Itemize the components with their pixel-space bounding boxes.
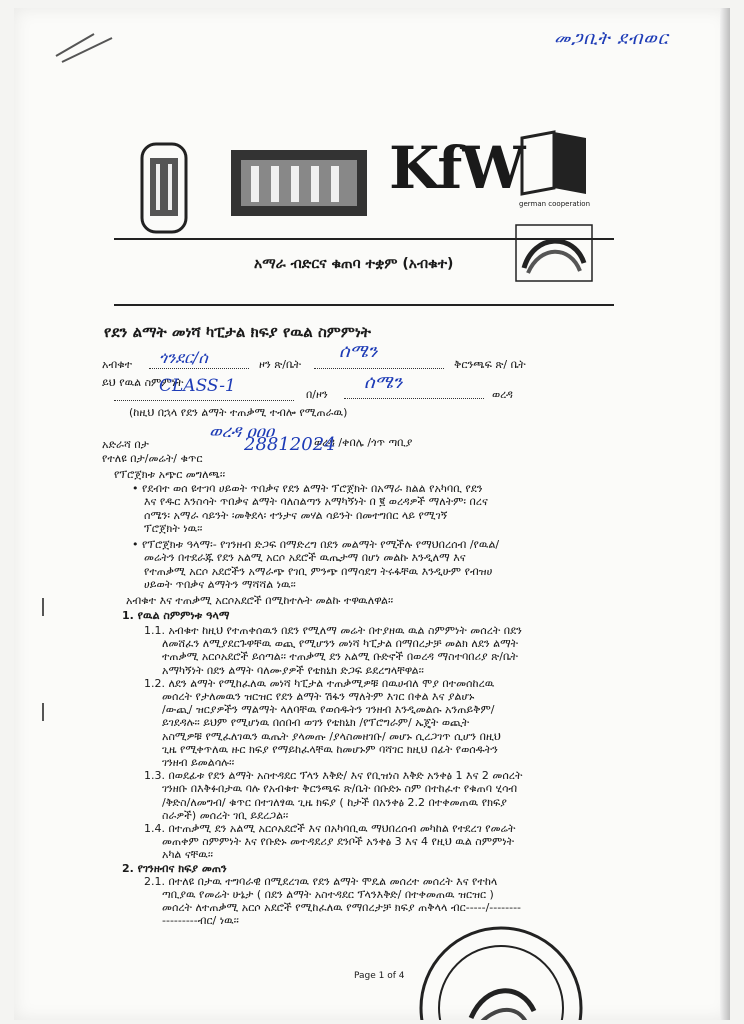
field-label-kebele: ወረዳ /ቀበሌ /ጎጥ ጣቢያ <box>314 436 413 449</box>
field-label-woreda: ወረዳ <box>492 388 513 401</box>
body-line: አብቁተ እና ተጠቃሚ አርሶአደሮች በሚከተሉት መልኩ ተዋዉለዋል፡፡ <box>126 593 394 607</box>
handwritten-note: መጋቢት ደብወር <box>554 28 669 49</box>
body-line: 2.1. በተለዩ በታዉ ተግባራዊ በሚደረገዉ የደን ልማት ሞዴል መሰረተ መሰረት እና የተከላ <box>144 874 498 888</box>
header-rule-bottom <box>114 304 614 306</box>
field-value-address: ወረዳ ዐዐዐ <box>209 422 275 442</box>
field-line <box>114 400 294 401</box>
field-note-beneficiary: (ከዚህ በኋላ የደን ልማት ተጠቃሚ ተብሎ የሚጠራዉ) <box>129 406 348 419</box>
body-line: ሀይወት ጥበቃና ልማትን ማሻሻል ነዉ፡፡ <box>144 578 296 591</box>
body-line: አስሚዎቹ የሚፈለገዉን ዉጤት ያላመጡ /ያላስመዘገቡ/ መሆኑ ሲረጋገጥ ሲሆን በዚህ <box>162 729 501 743</box>
body-line: መሬትን በተደራጁ የደን አልሚ አርሶ አደሮች ዉጤታማ በሆነ መልኩ እንዲለማ እና <box>144 551 466 564</box>
body-line: • የፕሮጀክቱ ዓላማ፡- የገንዘብ ድጋፍ በማድረግ በደን መልማት የሚችሉ የማህበረሰብ /የዉል/ <box>132 537 500 551</box>
document-page <box>14 8 730 1020</box>
body-line: 1.1. አብቁተ ከዚህ የተጠቀሰዉን በደን የሚለማ መሬት በተያዘዉ ዉል ስምምነት መሰረት በደን <box>144 623 522 637</box>
field-value-class: CLASS-1 <box>159 376 236 396</box>
body-line: ለመሸፈን ለሚያደርጉዋቸዉ ወጪ የሚሆንን መነሻ ካፒታል በማበረታቻ መልክ ለደን ልማት <box>162 637 519 651</box>
page-edge-shadow <box>720 8 730 1020</box>
acsi-swirl-logo <box>514 223 594 283</box>
building-photo-logo <box>229 148 369 218</box>
body-line: አካል ናቸዉ፡፡ <box>162 848 214 862</box>
body-line: ገንዘቡ በእቅፉበታዉ ባሉ የአብቁተ ቅርንጫፍ ጽ/ቤት በቡድኑ ስም በተከፈተ የቁጠባ ሂሳብ <box>162 782 518 796</box>
field-label-zone-office: ዞን ጽ/ቤት <box>259 358 302 371</box>
body-line: /ውጪ/ ዝርያዎችን ማልማት ላለባቸዉ የወሰዱትን ገንዘብ እንዲመልሱ አንጠይቅም/ <box>162 703 495 717</box>
scribble-mark <box>54 28 124 68</box>
body-line: 1.4. በተጠቃሚ ደን አልሚ አርሶአደሮች እና በአካባቢዉ ማህበረሰብ መካከል የተደረገ የመሬት <box>144 821 516 835</box>
field-label-zone: በ/ዞን <box>306 388 328 401</box>
body-line: 1.2. ለደን ልማት የሚከፈለዉ መነሻ ካፒታል ተጠቃሚዎቹ በዉሀብለ ሞያ በተመሰከረዉ <box>144 676 495 690</box>
field-line <box>314 368 444 369</box>
org-name: አማራ ብድርና ቁጠባ ተቋም (አብቁተ) <box>254 256 454 272</box>
body-line: ሰሜን፡ አማራ ሳይንት ፡መቅደላ፡ ተንታና መሃል ሳይንት በመተግበር ላይ የሚገኝ <box>144 508 448 522</box>
page-indicator: Page 1 of 4 <box>354 971 405 981</box>
body-line: ጣቢያዉ የመሬት ሁኔታ ( በደን ልማት አስተዳደር ፕላንእቅድ/ በተቀመጠዉ ዝርዝር ) <box>162 887 494 901</box>
body-line: ጊዜ የሚቀጥለዉ ዙር ክፍያ የማይከፈላቸዉ ከመሆኑም ባሻገር ክዚህ በፊት የወሰዱትን <box>162 742 498 756</box>
field-label-agreement: ይህ የዉል ስምምነት <box>102 376 184 389</box>
body-line: ---------ብር/ ነዉ፡፡ <box>162 914 239 928</box>
body-line: 2. የገንዘብና ክፍያ መጠን <box>122 861 227 875</box>
body-line: /ቅድስ/ለመግብ/ ቁጥር በተገለፃዉ ጊዜ ክፍያ ( ከታች በአንቀፅ 2.2 በተቀመጠዉ የክፍያ <box>162 795 507 809</box>
punch-hole-mark <box>42 598 52 616</box>
field-line <box>344 398 484 399</box>
body-line: መሰረት የታለመዉን ዝርዝር የደን ልማት ሽፋን ማለትም እገር በቀል እና ያልሆኑ <box>162 689 475 703</box>
field-label-address: አድራሻ በታ <box>102 438 149 451</box>
field-label-branch-office: ቅርንጫፍ ጽ/ ቤት <box>454 358 526 371</box>
field-value-woreda: ሰሜን <box>364 372 403 393</box>
body-line: መጠቀም ስምምነት እና የቡድኑ መተዳደሪያ ደንቦች አንቀፅ 3 እና 4 የዚህ ዉል ስምምነት <box>162 835 515 849</box>
body-line: የፕሮጀክቱ አጭር መግለጫ፡፡ <box>114 468 226 481</box>
body-line: አማካኝነት በደን ልማት ባለሙያዎች የቴክኒክ ድጋፍ ይደረግላቸዋል፡፡ <box>162 663 424 677</box>
field-value-plot-number: 28812024 <box>244 434 336 455</box>
german-cooperation-logo <box>514 128 594 198</box>
punch-hole-mark <box>42 703 52 721</box>
document-title: የደን ልማት መነሻ ካፒታል ክፍያ የዉል ስምምነት <box>104 323 371 341</box>
field-value-branch: ጎንደር/ሰ <box>159 348 208 367</box>
body-line: 1.3. በወደፊቱ የደን ልማት አስተዳደር ፕላን እቅድ/ እና የቢዝነስ እቅድ አንቀፅ 1 እና 2 መሰረት <box>144 769 523 783</box>
body-line: ተጠቃሚ አርሶአደሮች ይሰጣል፡፡ ተጠቃሚ ደን አልሚ ቡድኖች በወረዳ ማስተባበሪያ ጽ/ቤት <box>162 650 518 664</box>
body-line: • የደብተ ወሰ ዩተገባ ሀይወት ጥበቃና የደን ልማት ፕሮጀክት በአማራ ክልል የአካባቢ የደን <box>132 481 483 495</box>
field-label-branch: አብቁተ <box>102 358 133 371</box>
german-cooperation-text: german cooperation <box>519 200 591 208</box>
body-line: ስራዎች) መሰረት ገቢ ይደረጋል፡፡ <box>162 808 289 822</box>
amhara-emblem-logo <box>134 138 194 238</box>
body-line: ገንዘብ ይመልሳሉ፡፡ <box>162 755 235 769</box>
body-line: 1. የዉል ስምምነቱ ዓላማ <box>122 608 230 622</box>
body-line: እና የዱር እንስሳት ጥበቃና ልማት ባለስልጣን አማካኝነት በ ፪ ወረዳዎች ማለትም፡ በረና <box>144 495 488 508</box>
body-line: መሰረት ለተጠቃሚ አርሶ አደሮች የሚከፈለዉ የማበረታቻ ክፍያ ጠቅላላ ብር-----/-------- <box>162 901 522 915</box>
body-line: የተጠቃሚ አርሶ አደሮችን አማራጭ የገቢ ምንጭ በማሳደግ ትሩፋቸዉ እንዲሁም የብዝሀ <box>144 564 493 578</box>
field-value-zone: ሰሜን <box>339 341 378 362</box>
body-line: ይገደዳሉ፡፡ ይህም የሚሆነዉ በሰበብ ወገን የቴክኒክ /የፕሮግራም/ ኤጄት ወጪት <box>162 716 470 730</box>
official-stamp-seal <box>416 923 586 1020</box>
field-label-plot-number: የተለዩ በታ/መሬት/ ቁጥር <box>102 452 203 465</box>
body-line: ፕሮጀክት ነዉ፡፡ <box>144 522 203 535</box>
field-line <box>149 368 249 369</box>
kfw-logo: KfW <box>389 134 524 202</box>
header-rule-top <box>114 238 614 240</box>
